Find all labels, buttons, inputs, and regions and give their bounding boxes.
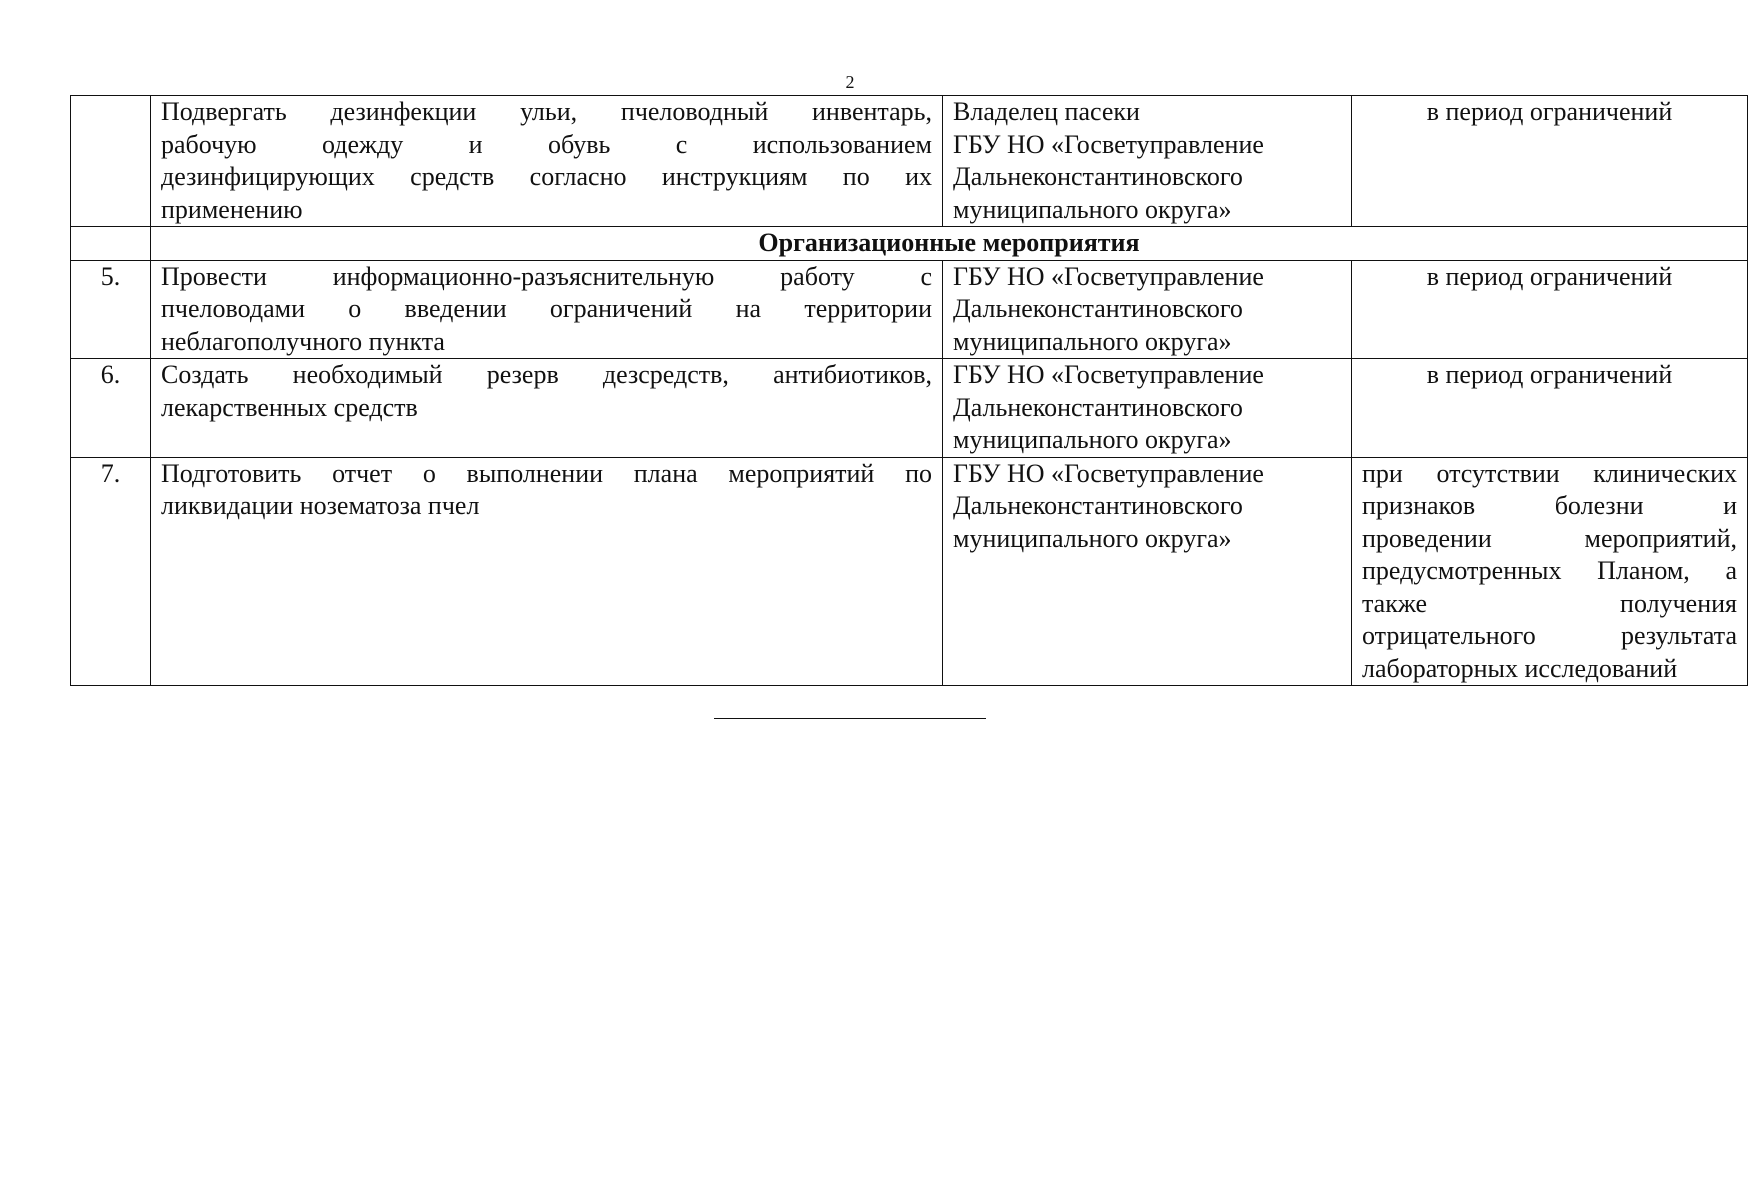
- responsible-line: Владелец пасеки: [953, 97, 1140, 126]
- action-line: Провести информационно-разъяснительную работу с: [161, 261, 932, 291]
- responsible-line: ГБУ НО «Госветуправление: [953, 261, 1264, 291]
- responsible-line: ГБУ НО «Госветуправление: [953, 129, 1264, 159]
- term-cell: [1352, 96, 1748, 227]
- responsible-line: Дальнеконстантиновского: [953, 491, 1243, 520]
- table-row: [71, 359, 1748, 458]
- action-line: Подготовить отчет о выполнении плана мероприятий по: [161, 458, 932, 488]
- action-line: рабочую одежду и обувь с использованием: [161, 129, 932, 159]
- table-row: [71, 457, 1748, 686]
- term-line: в период ограничений: [1426, 360, 1673, 389]
- term-cell: [1352, 359, 1748, 458]
- action-cell: [151, 359, 943, 458]
- responsible-cell: [943, 359, 1352, 458]
- responsible-line: Дальнеконстантиновского: [953, 392, 1243, 422]
- action-cell: [151, 96, 943, 227]
- action-line: применению: [161, 194, 303, 224]
- term-line: проведении мероприятий,: [1362, 523, 1737, 553]
- row-number: 5.: [71, 260, 151, 359]
- action-line: лекарственных средств: [161, 392, 418, 422]
- term-line: лабораторных исследований: [1362, 653, 1678, 683]
- action-cell: [151, 457, 943, 686]
- term-line: в период ограничений: [1426, 261, 1673, 291]
- action-line: дезинфицирующих средств согласно инструкциям по их: [161, 162, 932, 191]
- term-line: при отсутствии клинических: [1362, 458, 1737, 488]
- term-line: также получения: [1362, 588, 1737, 618]
- responsible-cell: [943, 96, 1352, 227]
- term-line: признаков болезни и: [1362, 491, 1737, 520]
- responsible-line: ГБУ НО «Госветуправление: [953, 360, 1264, 389]
- section-title: Организационные мероприятия: [151, 227, 1748, 261]
- measures-table: [70, 95, 1748, 686]
- responsible-line: ГБУ НО «Госветуправление: [953, 458, 1264, 488]
- section-row: [71, 227, 1748, 261]
- action-line: Создать необходимый резерв дезсредств, антибиотиков,: [161, 360, 932, 389]
- responsible-cell: [943, 457, 1352, 686]
- term-cell: [1352, 260, 1748, 359]
- action-line: Подвергать дезинфекции ульи, пчеловодный инвентарь,: [161, 97, 932, 126]
- row-number: [71, 96, 151, 227]
- end-of-document-rule: [714, 718, 986, 719]
- row-number: 7.: [71, 457, 151, 686]
- action-line: пчеловодами о введении ограничений на территории: [161, 294, 932, 323]
- term-line: предусмотренных Планом, а: [1362, 556, 1737, 585]
- row-number: [71, 227, 151, 261]
- responsible-line: Дальнеконстантиновского: [953, 162, 1243, 191]
- term-cell: [1352, 457, 1748, 686]
- table-row: [71, 96, 1748, 227]
- term-line: отрицательного результата: [1362, 621, 1737, 650]
- table-row: [71, 260, 1748, 359]
- responsible-line: муниципального округа»: [953, 194, 1232, 224]
- responsible-cell: [943, 260, 1352, 359]
- term-line: в период ограничений: [1426, 97, 1673, 126]
- responsible-line: Дальнеконстантиновского: [953, 294, 1243, 323]
- action-line: ликвидации нозематоза пчел: [161, 491, 480, 520]
- responsible-line: муниципального округа»: [953, 523, 1232, 553]
- responsible-line: муниципального округа»: [953, 326, 1232, 356]
- action-cell: [151, 260, 943, 359]
- page-number: 2: [845, 72, 855, 92]
- action-line: неблагополучного пункта: [161, 326, 445, 356]
- responsible-line: муниципального округа»: [953, 425, 1232, 454]
- row-number: 6.: [71, 359, 151, 458]
